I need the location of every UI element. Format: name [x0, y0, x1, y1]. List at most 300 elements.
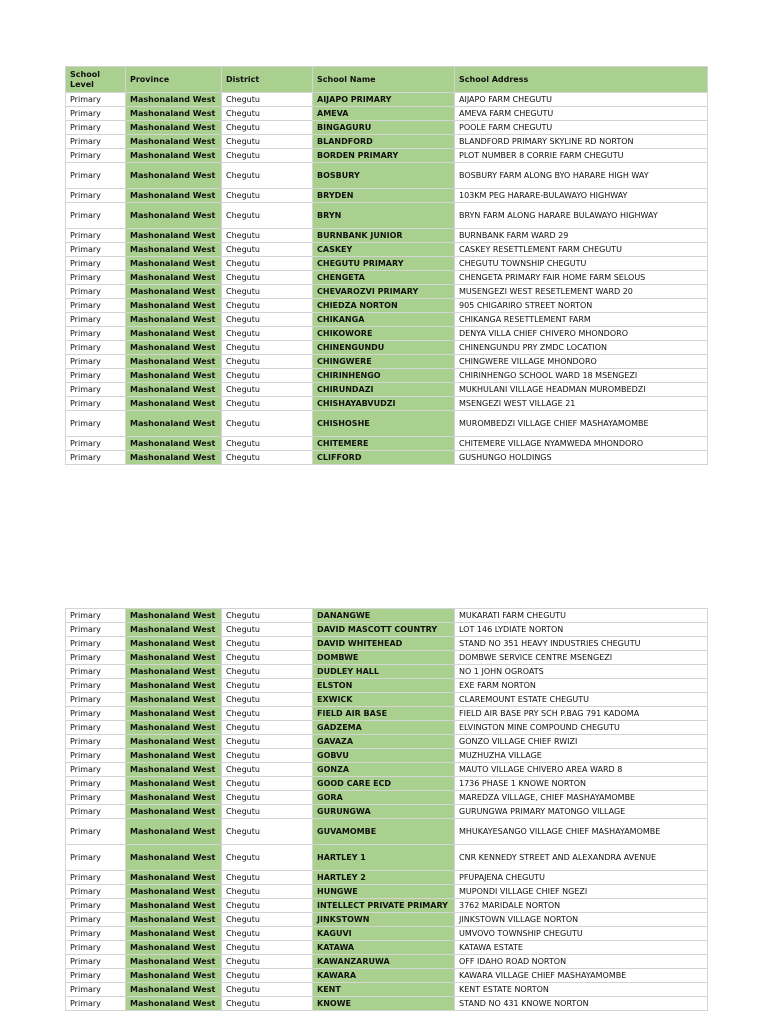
- table-row: [66, 637, 708, 651]
- cell-school-address: MUKHULANI VILLAGE HEADMAN MUROMBEDZI: [455, 383, 708, 397]
- cell-school-name: GURUNGWA: [313, 805, 455, 819]
- cell-school-level: Primary: [66, 299, 126, 313]
- cell-school-name: BRYDEN: [313, 189, 455, 203]
- table-row: [66, 955, 708, 969]
- cell-school-name: BINGAGURU: [313, 121, 455, 135]
- cell-school-address: AMEVA FARM CHEGUTU: [455, 107, 708, 121]
- cell-school-name: HUNGWE: [313, 885, 455, 899]
- cell-school-level: Primary: [66, 189, 126, 203]
- cell-district: Chegutu: [222, 437, 313, 451]
- cell-province: Mashonaland West: [126, 927, 222, 941]
- cell-district: Chegutu: [222, 707, 313, 721]
- cell-province: Mashonaland West: [126, 411, 222, 437]
- cell-school-level: Primary: [66, 149, 126, 163]
- table-row: [66, 845, 708, 871]
- cell-province: Mashonaland West: [126, 941, 222, 955]
- cell-school-level: Primary: [66, 411, 126, 437]
- cell-school-name: CHISHAYABVUDZI: [313, 397, 455, 411]
- cell-province: Mashonaland West: [126, 93, 222, 107]
- table-row: [66, 411, 708, 437]
- cell-school-name: JINKSTOWN: [313, 913, 455, 927]
- cell-school-address: 905 CHIGARIRO STREET NORTON: [455, 299, 708, 313]
- cell-school-address: BURNBANK FARM WARD 29: [455, 229, 708, 243]
- cell-school-name: CHIRINHENGO: [313, 369, 455, 383]
- cell-district: Chegutu: [222, 899, 313, 913]
- table-row: [66, 107, 708, 121]
- cell-school-address: MHUKAYESANGO VILLAGE CHIEF MASHAYAMOMBE: [455, 819, 708, 845]
- cell-school-name: CHEVAROZVI PRIMARY: [313, 285, 455, 299]
- cell-school-level: Primary: [66, 927, 126, 941]
- cell-school-address: EXE FARM NORTON: [455, 679, 708, 693]
- cell-district: Chegutu: [222, 451, 313, 465]
- cell-province: Mashonaland West: [126, 983, 222, 997]
- cell-school-address: KENT ESTATE NORTON: [455, 983, 708, 997]
- cell-school-name: DOMBWE: [313, 651, 455, 665]
- cell-district: Chegutu: [222, 271, 313, 285]
- cell-province: Mashonaland West: [126, 707, 222, 721]
- cell-school-name: ELSTON: [313, 679, 455, 693]
- cell-school-level: Primary: [66, 369, 126, 383]
- header-school-level: School Level: [66, 67, 126, 93]
- cell-school-level: Primary: [66, 805, 126, 819]
- cell-school-address: CHENGETA PRIMARY FAIR HOME FARM SELOUS: [455, 271, 708, 285]
- school-table-top: [65, 66, 708, 465]
- table-row: [66, 243, 708, 257]
- cell-school-address: CHINENGUNDU PRY ZMDC LOCATION: [455, 341, 708, 355]
- cell-school-name: AIJAPO PRIMARY: [313, 93, 455, 107]
- cell-district: Chegutu: [222, 411, 313, 437]
- cell-province: Mashonaland West: [126, 437, 222, 451]
- cell-school-level: Primary: [66, 623, 126, 637]
- cell-school-level: Primary: [66, 397, 126, 411]
- cell-province: Mashonaland West: [126, 763, 222, 777]
- cell-school-name: CHENGETA: [313, 271, 455, 285]
- cell-school-address: CHEGUTU TOWNSHIP CHEGUTU: [455, 257, 708, 271]
- table-row: [66, 163, 708, 189]
- cell-school-address: ELVINGTON MINE COMPOUND CHEGUTU: [455, 721, 708, 735]
- cell-school-address: KAWARA VILLAGE CHIEF MASHAYAMOMBE: [455, 969, 708, 983]
- cell-district: Chegutu: [222, 913, 313, 927]
- cell-school-level: Primary: [66, 107, 126, 121]
- cell-school-level: Primary: [66, 257, 126, 271]
- cell-province: Mashonaland West: [126, 121, 222, 135]
- table-row: [66, 327, 708, 341]
- cell-province: Mashonaland West: [126, 369, 222, 383]
- cell-district: Chegutu: [222, 135, 313, 149]
- table-row: [66, 149, 708, 163]
- cell-district: Chegutu: [222, 149, 313, 163]
- cell-school-level: Primary: [66, 819, 126, 845]
- cell-district: Chegutu: [222, 845, 313, 871]
- cell-school-address: AIJAPO FARM CHEGUTU: [455, 93, 708, 107]
- cell-school-level: Primary: [66, 341, 126, 355]
- cell-school-address: 3762 MARIDALE NORTON: [455, 899, 708, 913]
- cell-school-address: GURUNGWA PRIMARY MATONGO VILLAGE: [455, 805, 708, 819]
- cell-province: Mashonaland West: [126, 913, 222, 927]
- cell-school-level: Primary: [66, 749, 126, 763]
- table-row: [66, 871, 708, 885]
- cell-school-level: Primary: [66, 969, 126, 983]
- table-row: [66, 437, 708, 451]
- cell-school-level: Primary: [66, 735, 126, 749]
- table-row: [66, 299, 708, 313]
- cell-school-name: GONZA: [313, 763, 455, 777]
- cell-school-name: CHIKANGA: [313, 313, 455, 327]
- cell-district: Chegutu: [222, 623, 313, 637]
- cell-school-address: FIELD AIR BASE PRY SCH P.BAG 791 KADOMA: [455, 707, 708, 721]
- cell-district: Chegutu: [222, 93, 313, 107]
- cell-district: Chegutu: [222, 203, 313, 229]
- cell-province: Mashonaland West: [126, 679, 222, 693]
- cell-school-address: MUROMBEDZI VILLAGE CHIEF MASHAYAMOMBE: [455, 411, 708, 437]
- cell-province: Mashonaland West: [126, 243, 222, 257]
- table-row: [66, 885, 708, 899]
- table-row: [66, 369, 708, 383]
- cell-province: Mashonaland West: [126, 203, 222, 229]
- cell-school-level: Primary: [66, 665, 126, 679]
- cell-school-address: 1736 PHASE 1 KNOWE NORTON: [455, 777, 708, 791]
- cell-school-level: Primary: [66, 941, 126, 955]
- cell-school-address: MAUTO VILLAGE CHIVERO AREA WARD 8: [455, 763, 708, 777]
- cell-school-address: CNR KENNEDY STREET AND ALEXANDRA AVENUE: [455, 845, 708, 871]
- cell-school-name: KENT: [313, 983, 455, 997]
- table-row: [66, 609, 708, 623]
- cell-school-name: DAVID MASCOTT COUNTRY: [313, 623, 455, 637]
- cell-province: Mashonaland West: [126, 955, 222, 969]
- header-district: District: [222, 67, 313, 93]
- cell-school-address: POOLE FARM CHEGUTU: [455, 121, 708, 135]
- cell-school-address: MUKARATI FARM CHEGUTU: [455, 609, 708, 623]
- cell-district: Chegutu: [222, 609, 313, 623]
- table-row: [66, 651, 708, 665]
- cell-school-level: Primary: [66, 707, 126, 721]
- table-row: [66, 899, 708, 913]
- cell-school-name: CHIEDZA NORTON: [313, 299, 455, 313]
- cell-school-address: CHIRINHENGO SCHOOL WARD 18 MSENGEZI: [455, 369, 708, 383]
- cell-district: Chegutu: [222, 243, 313, 257]
- cell-school-level: Primary: [66, 997, 126, 1011]
- cell-province: Mashonaland West: [126, 313, 222, 327]
- cell-district: Chegutu: [222, 229, 313, 243]
- cell-province: Mashonaland West: [126, 163, 222, 189]
- cell-school-name: DAVID WHITEHEAD: [313, 637, 455, 651]
- cell-school-address: CHINGWERE VILLAGE MHONDORO: [455, 355, 708, 369]
- cell-school-address: MUPONDI VILLAGE CHIEF NGEZI: [455, 885, 708, 899]
- cell-district: Chegutu: [222, 163, 313, 189]
- table-body: [66, 93, 708, 465]
- cell-school-address: DENYA VILLA CHIEF CHIVERO MHONDORO: [455, 327, 708, 341]
- cell-district: Chegutu: [222, 383, 313, 397]
- cell-school-name: DUDLEY HALL: [313, 665, 455, 679]
- table-row: [66, 623, 708, 637]
- table-row: [66, 313, 708, 327]
- cell-district: Chegutu: [222, 665, 313, 679]
- cell-school-address: MUZHUZHA VILLAGE: [455, 749, 708, 763]
- table-row: [66, 135, 708, 149]
- table-row: [66, 355, 708, 369]
- table-row: [66, 749, 708, 763]
- cell-district: Chegutu: [222, 941, 313, 955]
- header-school-name: School Name: [313, 67, 455, 93]
- cell-province: Mashonaland West: [126, 189, 222, 203]
- cell-school-name: GOOD CARE ECD: [313, 777, 455, 791]
- cell-school-address: KATAWA ESTATE: [455, 941, 708, 955]
- cell-province: Mashonaland West: [126, 805, 222, 819]
- cell-school-name: BORDEN PRIMARY: [313, 149, 455, 163]
- cell-district: Chegutu: [222, 763, 313, 777]
- table-row: [66, 913, 708, 927]
- cell-school-level: Primary: [66, 93, 126, 107]
- cell-district: Chegutu: [222, 871, 313, 885]
- cell-school-level: Primary: [66, 229, 126, 243]
- cell-school-level: Primary: [66, 313, 126, 327]
- cell-school-address: NO 1 JOHN OGROATS: [455, 665, 708, 679]
- cell-district: Chegutu: [222, 679, 313, 693]
- school-table-bottom: [65, 608, 708, 1011]
- cell-school-name: CASKEY: [313, 243, 455, 257]
- cell-school-name: GORA: [313, 791, 455, 805]
- cell-province: Mashonaland West: [126, 735, 222, 749]
- cell-district: Chegutu: [222, 313, 313, 327]
- cell-district: Chegutu: [222, 257, 313, 271]
- cell-school-level: Primary: [66, 451, 126, 465]
- cell-school-name: INTELLECT PRIVATE PRIMARY: [313, 899, 455, 913]
- cell-district: Chegutu: [222, 955, 313, 969]
- cell-school-address: STAND NO 351 HEAVY INDUSTRIES CHEGUTU: [455, 637, 708, 651]
- cell-province: Mashonaland West: [126, 871, 222, 885]
- cell-province: Mashonaland West: [126, 693, 222, 707]
- cell-school-address: MSENGEZI WEST VILLAGE 21: [455, 397, 708, 411]
- cell-school-level: Primary: [66, 763, 126, 777]
- cell-school-level: Primary: [66, 913, 126, 927]
- cell-school-address: DOMBWE SERVICE CENTRE MSENGEZI: [455, 651, 708, 665]
- cell-school-address: 103KM PEG HARARE-BULAWAYO HIGHWAY: [455, 189, 708, 203]
- cell-province: Mashonaland West: [126, 777, 222, 791]
- cell-school-name: CHINGWERE: [313, 355, 455, 369]
- cell-school-name: FIELD AIR BASE: [313, 707, 455, 721]
- table-row: [66, 997, 708, 1011]
- table-row: [66, 397, 708, 411]
- cell-school-level: Primary: [66, 983, 126, 997]
- cell-school-name: KAGUVI: [313, 927, 455, 941]
- table-row: [66, 257, 708, 271]
- cell-district: Chegutu: [222, 121, 313, 135]
- cell-district: Chegutu: [222, 189, 313, 203]
- header-province: Province: [126, 67, 222, 93]
- cell-district: Chegutu: [222, 355, 313, 369]
- cell-district: Chegutu: [222, 997, 313, 1011]
- cell-school-level: Primary: [66, 871, 126, 885]
- cell-school-level: Primary: [66, 243, 126, 257]
- cell-school-name: CHISHOSHE: [313, 411, 455, 437]
- cell-school-address: BOSBURY FARM ALONG BYO HARARE HIGH WAY: [455, 163, 708, 189]
- cell-province: Mashonaland West: [126, 341, 222, 355]
- cell-school-address: GUSHUNGO HOLDINGS: [455, 451, 708, 465]
- cell-province: Mashonaland West: [126, 257, 222, 271]
- cell-province: Mashonaland West: [126, 845, 222, 871]
- cell-school-name: KATAWA: [313, 941, 455, 955]
- cell-school-level: Primary: [66, 637, 126, 651]
- cell-school-level: Primary: [66, 609, 126, 623]
- cell-district: Chegutu: [222, 693, 313, 707]
- cell-school-name: BURNBANK JUNIOR: [313, 229, 455, 243]
- cell-district: Chegutu: [222, 927, 313, 941]
- cell-province: Mashonaland West: [126, 285, 222, 299]
- table-row: [66, 777, 708, 791]
- cell-province: Mashonaland West: [126, 791, 222, 805]
- cell-province: Mashonaland West: [126, 721, 222, 735]
- table-row: [66, 271, 708, 285]
- table-row: [66, 927, 708, 941]
- cell-school-name: KAWARA: [313, 969, 455, 983]
- table-row: [66, 941, 708, 955]
- cell-school-level: Primary: [66, 845, 126, 871]
- cell-school-address: OFF IDAHO ROAD NORTON: [455, 955, 708, 969]
- table-row: [66, 189, 708, 203]
- cell-school-level: Primary: [66, 285, 126, 299]
- cell-school-address: CHITEMERE VILLAGE NYAMWEDA MHONDORO: [455, 437, 708, 451]
- cell-province: Mashonaland West: [126, 749, 222, 763]
- cell-province: Mashonaland West: [126, 997, 222, 1011]
- cell-school-level: Primary: [66, 651, 126, 665]
- table-row: [66, 285, 708, 299]
- table-row: [66, 805, 708, 819]
- table-row: [66, 451, 708, 465]
- cell-district: Chegutu: [222, 969, 313, 983]
- cell-district: Chegutu: [222, 327, 313, 341]
- cell-province: Mashonaland West: [126, 355, 222, 369]
- cell-school-level: Primary: [66, 679, 126, 693]
- table-row: [66, 203, 708, 229]
- cell-school-name: CHITEMERE: [313, 437, 455, 451]
- cell-school-level: Primary: [66, 955, 126, 969]
- cell-school-name: HARTLEY 1: [313, 845, 455, 871]
- cell-school-level: Primary: [66, 121, 126, 135]
- cell-district: Chegutu: [222, 749, 313, 763]
- cell-school-address: JINKSTOWN VILLAGE NORTON: [455, 913, 708, 927]
- cell-school-address: BRYN FARM ALONG HARARE BULAWAYO HIGHWAY: [455, 203, 708, 229]
- cell-school-address: CHIKANGA RESETTLEMENT FARM: [455, 313, 708, 327]
- cell-district: Chegutu: [222, 651, 313, 665]
- cell-school-address: CLAREMOUNT ESTATE CHEGUTU: [455, 693, 708, 707]
- cell-school-name: KAWANZARUWA: [313, 955, 455, 969]
- table-row: [66, 819, 708, 845]
- cell-district: Chegutu: [222, 885, 313, 899]
- cell-school-name: CHIRUNDAZI: [313, 383, 455, 397]
- cell-school-name: CLIFFORD: [313, 451, 455, 465]
- header-school-address: School Address: [455, 67, 708, 93]
- table-row: [66, 93, 708, 107]
- cell-school-address: PLOT NUMBER 8 CORRIE FARM CHEGUTU: [455, 149, 708, 163]
- table-row: [66, 679, 708, 693]
- table-row: [66, 763, 708, 777]
- cell-province: Mashonaland West: [126, 383, 222, 397]
- cell-school-address: LOT 146 LYDIATE NORTON: [455, 623, 708, 637]
- table-row: [66, 229, 708, 243]
- cell-district: Chegutu: [222, 369, 313, 383]
- cell-school-name: CHEGUTU PRIMARY: [313, 257, 455, 271]
- cell-province: Mashonaland West: [126, 271, 222, 285]
- cell-school-address: MAREDZA VILLAGE, CHIEF MASHAYAMOMBE: [455, 791, 708, 805]
- table-row: [66, 969, 708, 983]
- header-row: [66, 67, 708, 93]
- cell-province: Mashonaland West: [126, 397, 222, 411]
- cell-school-name: EXWICK: [313, 693, 455, 707]
- cell-province: Mashonaland West: [126, 651, 222, 665]
- cell-school-level: Primary: [66, 721, 126, 735]
- cell-province: Mashonaland West: [126, 229, 222, 243]
- cell-district: Chegutu: [222, 735, 313, 749]
- table-row: [66, 735, 708, 749]
- cell-school-address: PFUPAJENA CHEGUTU: [455, 871, 708, 885]
- cell-school-name: AMEVA: [313, 107, 455, 121]
- table-row: [66, 693, 708, 707]
- cell-province: Mashonaland West: [126, 637, 222, 651]
- cell-school-level: Primary: [66, 203, 126, 229]
- cell-school-level: Primary: [66, 163, 126, 189]
- cell-district: Chegutu: [222, 721, 313, 735]
- cell-school-name: HARTLEY 2: [313, 871, 455, 885]
- table-row: [66, 665, 708, 679]
- cell-school-level: Primary: [66, 885, 126, 899]
- cell-school-level: Primary: [66, 777, 126, 791]
- cell-school-name: CHIKOWORE: [313, 327, 455, 341]
- cell-province: Mashonaland West: [126, 135, 222, 149]
- cell-school-level: Primary: [66, 271, 126, 285]
- cell-school-level: Primary: [66, 693, 126, 707]
- table-row: [66, 721, 708, 735]
- cell-school-address: BLANDFORD PRIMARY SKYLINE RD NORTON: [455, 135, 708, 149]
- cell-school-name: BLANDFORD: [313, 135, 455, 149]
- cell-school-address: CASKEY RESETTLEMENT FARM CHEGUTU: [455, 243, 708, 257]
- cell-school-name: GUVAMOMBE: [313, 819, 455, 845]
- cell-school-name: CHINENGUNDU: [313, 341, 455, 355]
- cell-school-name: BRYN: [313, 203, 455, 229]
- cell-school-address: STAND NO 431 KNOWE NORTON: [455, 997, 708, 1011]
- cell-province: Mashonaland West: [126, 451, 222, 465]
- cell-province: Mashonaland West: [126, 299, 222, 313]
- cell-school-name: KNOWE: [313, 997, 455, 1011]
- cell-district: Chegutu: [222, 299, 313, 313]
- cell-district: Chegutu: [222, 777, 313, 791]
- cell-school-name: GADZEMA: [313, 721, 455, 735]
- cell-province: Mashonaland West: [126, 107, 222, 121]
- table-body: [66, 609, 708, 1011]
- cell-school-level: Primary: [66, 899, 126, 913]
- cell-province: Mashonaland West: [126, 623, 222, 637]
- table-row: [66, 341, 708, 355]
- cell-province: Mashonaland West: [126, 327, 222, 341]
- cell-district: Chegutu: [222, 805, 313, 819]
- cell-province: Mashonaland West: [126, 609, 222, 623]
- cell-province: Mashonaland West: [126, 149, 222, 163]
- cell-school-level: Primary: [66, 327, 126, 341]
- cell-school-name: GAVAZA: [313, 735, 455, 749]
- cell-province: Mashonaland West: [126, 899, 222, 913]
- cell-district: Chegutu: [222, 983, 313, 997]
- cell-school-level: Primary: [66, 437, 126, 451]
- cell-school-address: UMVOVO TOWNSHIP CHEGUTU: [455, 927, 708, 941]
- cell-province: Mashonaland West: [126, 665, 222, 679]
- cell-province: Mashonaland West: [126, 819, 222, 845]
- cell-school-name: GOBVU: [313, 749, 455, 763]
- table-row: [66, 983, 708, 997]
- cell-district: Chegutu: [222, 637, 313, 651]
- table-row: [66, 121, 708, 135]
- cell-district: Chegutu: [222, 397, 313, 411]
- cell-province: Mashonaland West: [126, 969, 222, 983]
- cell-district: Chegutu: [222, 819, 313, 845]
